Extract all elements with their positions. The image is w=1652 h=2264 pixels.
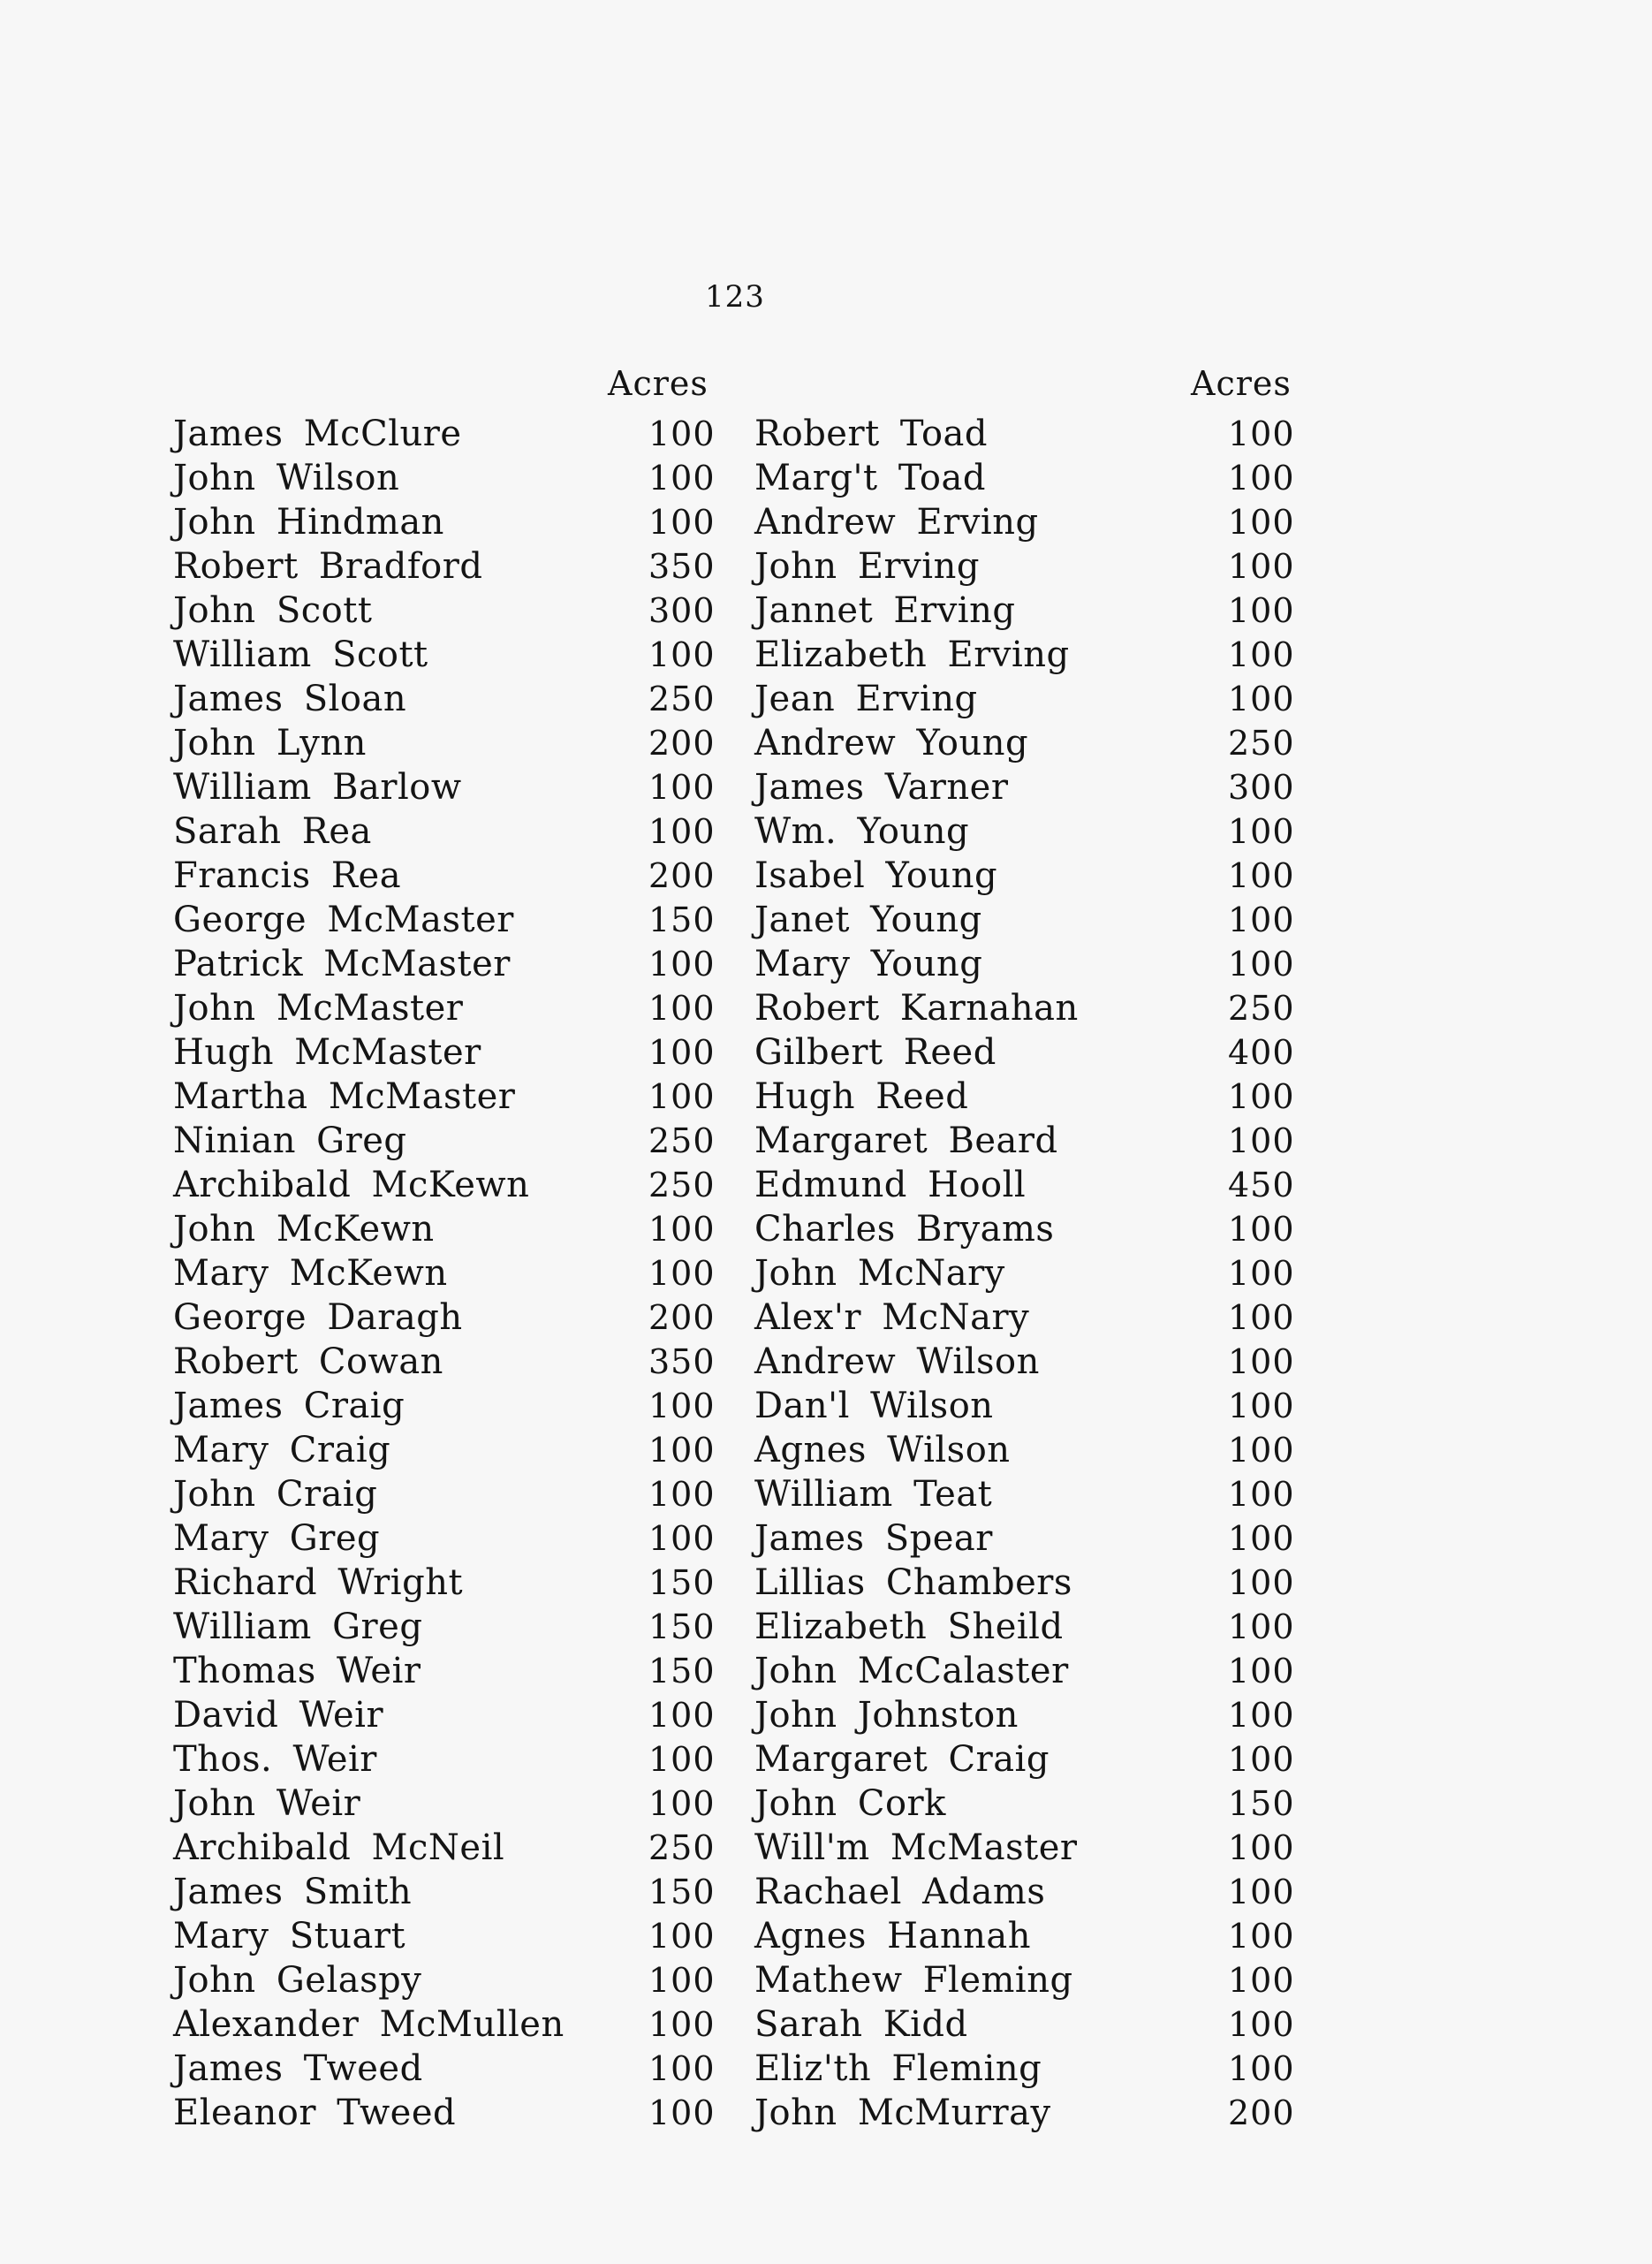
list-item <box>754 765 1302 809</box>
holder-name: James Varner <box>754 767 1009 808</box>
list-item <box>173 1295 721 1340</box>
holder-name: Margaret Beard <box>754 1121 1058 1161</box>
holder-name: Janet Young <box>754 900 982 940</box>
acres-value: 100 <box>648 1519 716 1558</box>
holder-name: Hugh Reed <box>754 1076 969 1117</box>
acres-value: 100 <box>648 1784 716 1823</box>
holder-name: Mary McKewn <box>173 1253 448 1294</box>
list-item <box>754 854 1302 898</box>
acres-value: 250 <box>648 1121 716 1160</box>
list-item <box>173 1782 721 1826</box>
list-item <box>754 898 1302 942</box>
holder-name: Edmund Hooll <box>754 1165 1027 1205</box>
acres-value: 150 <box>648 1607 716 1646</box>
holder-name: William Teat <box>754 1474 993 1515</box>
acres-value: 200 <box>648 1298 716 1337</box>
acres-value: 100 <box>1228 1298 1295 1337</box>
list-item <box>173 986 721 1030</box>
list-item <box>754 2002 1302 2047</box>
acres-value: 150 <box>648 1563 716 1602</box>
list-item <box>754 1119 1302 1163</box>
holder-name: Marg't Toad <box>754 458 986 498</box>
acres-value: 100 <box>648 1254 716 1293</box>
holder-name: Mary Young <box>754 944 983 984</box>
holder-name: James Craig <box>173 1386 405 1426</box>
acres-value: 100 <box>1228 1342 1295 1381</box>
list-item <box>173 1207 721 1251</box>
list-item <box>754 1163 1302 1207</box>
list-item <box>754 456 1302 500</box>
left-column <box>173 412 721 2135</box>
holder-name: Margaret Craig <box>754 1739 1050 1780</box>
holder-name: Archibald McKewn <box>173 1165 530 1205</box>
acres-value: 100 <box>1228 1563 1295 1602</box>
list-item <box>173 1472 721 1516</box>
list-item <box>754 500 1302 544</box>
acres-value: 100 <box>648 635 716 674</box>
list-item <box>173 412 721 456</box>
list-item <box>754 2047 1302 2091</box>
list-item <box>173 1516 721 1561</box>
list-item <box>754 1870 1302 1914</box>
list-item <box>754 677 1302 721</box>
holder-name: Gilbert Reed <box>754 1032 997 1073</box>
list-item <box>754 1207 1302 1251</box>
list-item <box>173 456 721 500</box>
list-item <box>173 1693 721 1737</box>
acres-value: 100 <box>1228 1873 1295 1911</box>
acres-value: 100 <box>648 1917 716 1956</box>
list-item <box>754 1693 1302 1737</box>
holder-name: Hugh McMaster <box>173 1032 481 1073</box>
acres-value: 400 <box>1228 1033 1295 1072</box>
holder-name: Robert Bradford <box>173 546 483 587</box>
holder-name: John Scott <box>173 590 373 631</box>
right-acres-header: Acres <box>1191 364 1292 403</box>
acres-value: 100 <box>1228 1740 1295 1779</box>
acres-value: 150 <box>1228 1784 1295 1823</box>
acres-value: 100 <box>648 2093 716 2132</box>
acres-value: 350 <box>648 1342 716 1381</box>
acres-value: 100 <box>648 459 716 498</box>
list-item <box>173 677 721 721</box>
list-item <box>754 1340 1302 1384</box>
acres-value: 150 <box>648 900 716 939</box>
holder-name: Alexander McMullen <box>173 2004 565 2045</box>
list-item <box>754 1958 1302 2002</box>
list-item <box>173 1030 721 1075</box>
acres-value: 100 <box>1228 1917 1295 1956</box>
holder-name: John Hindman <box>173 502 444 543</box>
holder-name: Mary Greg <box>173 1518 381 1559</box>
list-item <box>173 1428 721 1472</box>
holder-name: Robert Toad <box>754 414 988 454</box>
holder-name: Eleanor Tweed <box>173 2093 457 2133</box>
list-item <box>754 942 1302 986</box>
acres-value: 100 <box>1228 1210 1295 1249</box>
holder-name: Isabel Young <box>754 855 998 896</box>
right-column <box>754 412 1302 2135</box>
holder-name: John Erving <box>754 546 980 587</box>
holder-name: Andrew Erving <box>754 502 1039 543</box>
holder-name: John McKewn <box>173 1209 435 1250</box>
list-item <box>754 986 1302 1030</box>
holder-name: John McMurray <box>754 2093 1051 2133</box>
holder-name: George Daragh <box>173 1297 463 1338</box>
acres-value: 100 <box>1228 503 1295 542</box>
holder-name: Jannet Erving <box>754 590 1016 631</box>
list-item <box>754 721 1302 765</box>
holder-name: Elizabeth Erving <box>754 634 1070 675</box>
holder-name: John Wilson <box>173 458 400 498</box>
acres-value: 200 <box>648 724 716 763</box>
list-item <box>754 1295 1302 1340</box>
acres-value: 100 <box>1228 680 1295 718</box>
acres-value: 100 <box>1228 1077 1295 1116</box>
list-item <box>173 1561 721 1605</box>
list-item <box>173 1163 721 1207</box>
list-item <box>173 721 721 765</box>
acres-value: 100 <box>1228 856 1295 895</box>
list-item <box>173 1649 721 1693</box>
list-item <box>173 2091 721 2135</box>
holder-name: Ninian Greg <box>173 1121 407 1161</box>
holder-name: Wm. Young <box>754 811 970 852</box>
acres-value: 100 <box>1228 459 1295 498</box>
acres-value: 100 <box>1228 1254 1295 1293</box>
list-item <box>754 1782 1302 1826</box>
acres-value: 100 <box>648 2049 716 2088</box>
list-item <box>173 854 721 898</box>
acres-value: 100 <box>648 1696 716 1735</box>
holder-name: John Lynn <box>173 723 367 764</box>
holder-name: Sarah Rea <box>173 811 372 852</box>
holder-name: Martha McMaster <box>173 1076 516 1117</box>
acres-value: 300 <box>648 591 716 630</box>
acres-value: 100 <box>1228 1431 1295 1470</box>
holder-name: James Sloan <box>173 679 407 719</box>
acres-value: 100 <box>1228 1121 1295 1160</box>
holder-name: Rachael Adams <box>754 1872 1046 1912</box>
acres-value: 100 <box>1228 635 1295 674</box>
list-item <box>173 942 721 986</box>
list-item <box>754 412 1302 456</box>
acres-value: 100 <box>648 812 716 851</box>
holder-name: Agnes Wilson <box>754 1430 1011 1470</box>
acres-value: 150 <box>648 1652 716 1690</box>
holder-name: William Scott <box>173 634 428 675</box>
list-item <box>754 1914 1302 1958</box>
holder-name: James Spear <box>754 1518 993 1559</box>
list-item <box>173 589 721 633</box>
list-item <box>173 1384 721 1428</box>
acres-value: 100 <box>1228 414 1295 453</box>
list-item <box>754 1251 1302 1295</box>
acres-value: 200 <box>648 856 716 895</box>
list-item <box>754 1428 1302 1472</box>
acres-value: 100 <box>1228 1607 1295 1646</box>
acres-value: 100 <box>648 1961 716 2000</box>
list-item <box>173 1119 721 1163</box>
acres-value: 100 <box>1228 1961 1295 2000</box>
holder-name: Jean Erving <box>754 679 978 719</box>
acres-value: 100 <box>648 1475 716 1514</box>
holder-name: Francis Rea <box>173 855 402 896</box>
acres-value: 250 <box>648 1166 716 1204</box>
acres-value: 100 <box>648 1077 716 1116</box>
acres-value: 100 <box>648 1033 716 1072</box>
acres-value: 100 <box>648 989 716 1028</box>
acres-value: 250 <box>1228 989 1295 1028</box>
acres-value: 100 <box>1228 1696 1295 1735</box>
holder-name: Agnes Hannah <box>754 1916 1032 1956</box>
list-item <box>173 500 721 544</box>
list-item <box>754 1384 1302 1428</box>
list-item <box>173 2002 721 2047</box>
acres-value: 100 <box>648 945 716 984</box>
holder-name: Alex'r McNary <box>754 1297 1030 1338</box>
list-item <box>173 544 721 589</box>
list-item <box>754 2091 1302 2135</box>
acres-value: 150 <box>648 1873 716 1911</box>
holder-name: Thomas Weir <box>173 1651 421 1691</box>
acres-value: 200 <box>1228 2093 1295 2132</box>
acres-value: 100 <box>1228 2005 1295 2044</box>
list-item <box>173 1075 721 1119</box>
holder-name: John Gelaspy <box>173 1960 422 2001</box>
holder-name: David Weir <box>173 1695 384 1736</box>
list-item <box>173 1737 721 1782</box>
acres-value: 100 <box>648 1210 716 1249</box>
acres-value: 100 <box>1228 1828 1295 1867</box>
acres-value: 100 <box>1228 945 1295 984</box>
acres-value: 100 <box>1228 1475 1295 1514</box>
acres-value: 100 <box>648 2005 716 2044</box>
acres-value: 100 <box>1228 1519 1295 1558</box>
acres-value: 100 <box>1228 547 1295 586</box>
list-item <box>173 1870 721 1914</box>
acres-value: 100 <box>1228 1652 1295 1690</box>
list-item <box>173 1340 721 1384</box>
holder-name: Elizabeth Sheild <box>754 1607 1064 1647</box>
list-item <box>754 1030 1302 1075</box>
list-item <box>754 1472 1302 1516</box>
list-item <box>754 1516 1302 1561</box>
holder-name: John McCalaster <box>754 1651 1069 1691</box>
acres-value: 100 <box>648 1431 716 1470</box>
holder-name: Mary Stuart <box>173 1916 406 1956</box>
list-item <box>173 1826 721 1870</box>
acres-value: 100 <box>648 1740 716 1779</box>
list-item <box>754 1605 1302 1649</box>
list-item <box>173 1251 721 1295</box>
holder-name: Lillias Chambers <box>754 1562 1072 1603</box>
list-item <box>754 633 1302 677</box>
acres-value: 100 <box>648 414 716 453</box>
holder-name: James McClure <box>173 414 462 454</box>
holder-name: William Greg <box>173 1607 423 1647</box>
acres-value: 100 <box>1228 812 1295 851</box>
acres-value: 100 <box>1228 1387 1295 1425</box>
list-item <box>173 1605 721 1649</box>
list-item <box>173 765 721 809</box>
list-item <box>173 1958 721 2002</box>
list-item <box>754 1075 1302 1119</box>
list-item <box>173 1914 721 1958</box>
list-item <box>754 1737 1302 1782</box>
list-item <box>754 1561 1302 1605</box>
acres-value: 350 <box>648 547 716 586</box>
acres-value: 250 <box>648 680 716 718</box>
holder-name: James Smith <box>173 1872 413 1912</box>
list-item <box>173 898 721 942</box>
holder-name: Dan'l Wilson <box>754 1386 994 1426</box>
holder-name: Thos. Weir <box>173 1739 377 1780</box>
list-item <box>754 1649 1302 1693</box>
list-item <box>754 809 1302 854</box>
holder-name: James Tweed <box>173 2048 423 2089</box>
holder-name: Will'm McMaster <box>754 1827 1078 1868</box>
acres-value: 100 <box>648 768 716 807</box>
list-item <box>754 544 1302 589</box>
holder-name: John Cork <box>754 1783 946 1824</box>
acres-value: 100 <box>1228 591 1295 630</box>
holder-name: John Craig <box>173 1474 378 1515</box>
holder-name: Archibald McNeil <box>173 1827 505 1868</box>
acres-value: 100 <box>1228 2049 1295 2088</box>
list-item <box>173 2047 721 2091</box>
holder-name: Mary Craig <box>173 1430 391 1470</box>
left-acres-header: Acres <box>608 364 709 403</box>
holder-name: John McMaster <box>173 988 464 1029</box>
list-item <box>173 633 721 677</box>
acres-value: 100 <box>648 503 716 542</box>
acres-value: 300 <box>1228 768 1295 807</box>
holder-name: John McNary <box>754 1253 1005 1294</box>
holder-name: Andrew Wilson <box>754 1341 1040 1382</box>
holder-name: Richard Wright <box>173 1562 464 1603</box>
holder-name: Robert Cowan <box>173 1341 443 1382</box>
holder-name: Andrew Young <box>754 723 1029 764</box>
acres-value: 250 <box>648 1828 716 1867</box>
holder-name: John Weir <box>173 1783 361 1824</box>
holder-name: William Barlow <box>173 767 462 808</box>
holder-name: Eliz'th Fleming <box>754 2048 1042 2089</box>
acres-value: 100 <box>1228 900 1295 939</box>
holder-name: Robert Karnahan <box>754 988 1079 1029</box>
acres-value: 450 <box>1228 1166 1295 1204</box>
holder-name: Patrick McMaster <box>173 944 511 984</box>
holder-name: Mathew Fleming <box>754 1960 1073 2001</box>
holder-name: Sarah Kidd <box>754 2004 968 2045</box>
holder-name: John Johnston <box>754 1695 1019 1736</box>
acres-value: 250 <box>1228 724 1295 763</box>
list-item <box>754 1826 1302 1870</box>
list-item <box>173 809 721 854</box>
page-number: 123 <box>705 279 765 315</box>
list-item <box>754 589 1302 633</box>
holder-name: Charles Bryams <box>754 1209 1055 1250</box>
holder-name: George McMaster <box>173 900 514 940</box>
acres-value: 100 <box>648 1387 716 1425</box>
